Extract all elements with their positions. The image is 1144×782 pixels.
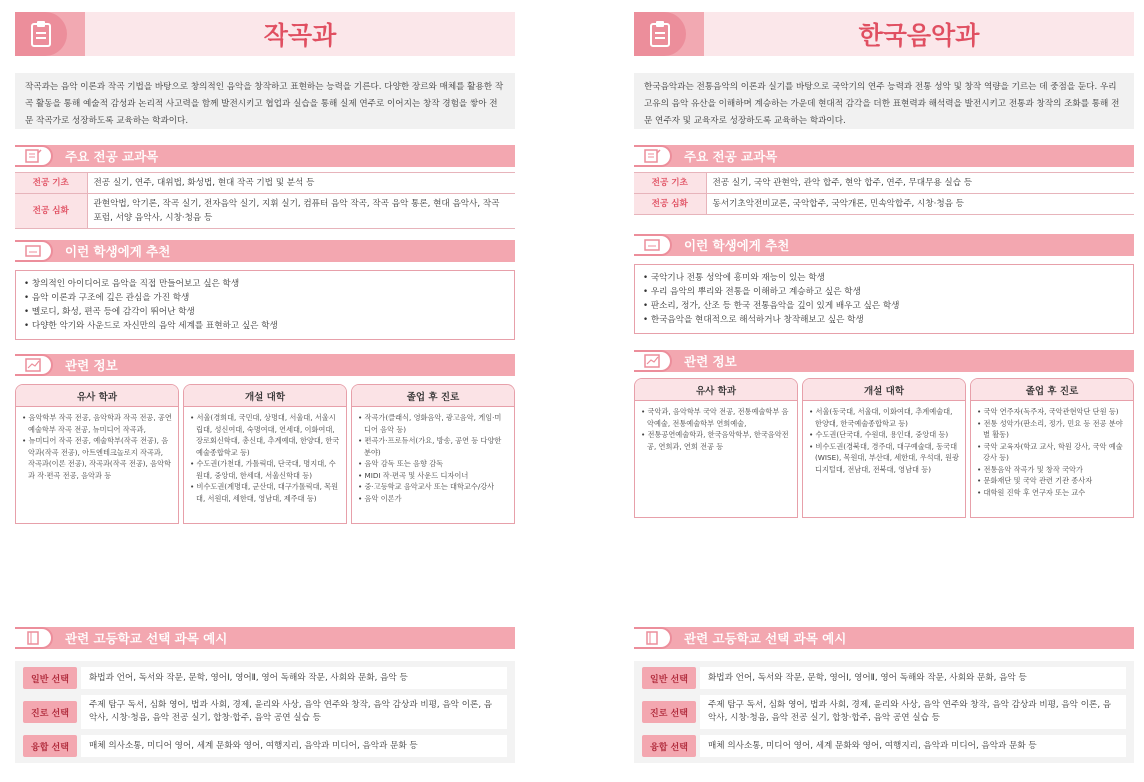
- list-item: • 창의적인 아이디어로 음악을 직접 만들어보고 싶은 학생: [24, 277, 506, 291]
- hs-row: [23, 667, 507, 689]
- section-header-info: [634, 350, 1134, 372]
- row-key: 전공 기초: [634, 173, 706, 194]
- column-title: 졸업 후 진로: [971, 379, 1133, 401]
- info-column-universities: [183, 384, 347, 524]
- section-title: 이런 학생에게 추천: [65, 244, 171, 259]
- table-row: [15, 173, 515, 194]
- hs-key: 융합 선택: [23, 735, 77, 757]
- section-title: 관련 정보: [684, 354, 737, 369]
- info-column-careers: [970, 378, 1134, 518]
- list-item: • 편곡가·프로듀서(가요, 방송, 공연 등 다양한 분야): [358, 435, 508, 458]
- clipboard-icon: [15, 12, 67, 56]
- section-header-highschool: [634, 627, 1134, 649]
- title-banner: [634, 12, 1134, 56]
- right-page: [634, 0, 1134, 782]
- list-item: • 판소리, 정가, 산조 등 한국 전통음악을 깊이 있게 배우고 싶은 학생: [643, 299, 1125, 313]
- chart-icon: [15, 354, 53, 376]
- notebook-icon: [634, 145, 672, 167]
- row-key: 전공 기초: [15, 173, 87, 194]
- info-grid: [15, 384, 515, 524]
- list-item: • 음악 감독 또는 음향 감독: [358, 458, 508, 470]
- hs-value: 화법과 언어, 독서와 작문, 문학, 영어Ⅰ, 영어Ⅱ, 영어 독해와 작문, 사회와 문화, 음악 등: [700, 667, 1126, 689]
- hs-key: 일반 선택: [23, 667, 77, 689]
- section-title: 관련 고등학교 선택 과목 예시: [684, 631, 847, 646]
- row-key: 전공 심화: [634, 194, 706, 215]
- folder-icon: [634, 234, 672, 256]
- recommend-box: [15, 270, 515, 340]
- list-item: • 뉴미디어 작곡 전공, 예술학부(작곡 전공), 음악과(작곡 전공), 아트엔테크놀로지 작곡과, 작곡과(이론 전공), 작곡과(작곡 전공), 음악학과 작·편곡 전공, 음악과 등: [22, 435, 172, 481]
- hs-value: 주제 탐구 독서, 심화 영어, 법과 사회, 경제, 윤리와 사상, 음악 연주와 창작, 음악 감상과 비평, 음악 이론, 음악사, 시창·청음, 음악 전공 실기, 합창·합주, 음악 공연 실습 등: [81, 695, 507, 729]
- section-header-major: [634, 145, 1134, 167]
- list-item: • 대학원 진학 후 연구자 또는 교수: [977, 487, 1127, 499]
- list-item: • 중·고등학교 음악교사 또는 대학교수/강사: [358, 481, 508, 493]
- hs-key: 융합 선택: [642, 735, 696, 757]
- list-item: • 수도권(가천대, 가톨릭대, 단국대, 명지대, 수원대, 중앙대, 한세대, 서울신학대 등): [190, 458, 340, 481]
- clipboard-icon: [634, 12, 686, 56]
- list-item: • 국악기나 전통 성악에 흥미와 재능이 있는 학생: [643, 271, 1125, 285]
- notebook-icon: [15, 145, 53, 167]
- hs-row: [642, 695, 1126, 729]
- info-column-careers: [351, 384, 515, 524]
- row-value: 전공 실기, 국악 관현악, 관악 합주, 현악 합주, 연주, 무대무용 실습 등: [706, 173, 1134, 194]
- hs-key: 진로 선택: [642, 701, 696, 723]
- major-table: [15, 172, 515, 229]
- list-item: • 한국음악을 현대적으로 해석하거나 창작해보고 싶은 학생: [643, 313, 1125, 327]
- list-item: • 문화재단 및 국악 관련 기관 종사자: [977, 475, 1127, 487]
- folder-icon: [15, 240, 53, 262]
- hs-row: [23, 695, 507, 729]
- column-title: 졸업 후 진로: [352, 385, 514, 407]
- section-header-highschool: [15, 627, 515, 649]
- hs-value: 화법과 언어, 독서와 작문, 문학, 영어Ⅰ, 영어Ⅱ, 영어 독해와 작문, 사회와 문화, 음악 등: [81, 667, 507, 689]
- section-title: 주요 전공 교과목: [65, 149, 159, 164]
- hs-row: [23, 735, 507, 757]
- recommend-box: [634, 264, 1134, 334]
- list-item: • 우리 음악의 뿌리와 전통을 이해하고 계승하고 싶은 학생: [643, 285, 1125, 299]
- section-title: 관련 정보: [65, 358, 118, 373]
- column-title: 유사 학과: [635, 379, 797, 401]
- book-icon: [634, 627, 672, 649]
- list-item: • 수도권(단국대, 수원대, 용인대, 중앙대 등): [809, 429, 959, 441]
- column-title: 개설 대학: [184, 385, 346, 407]
- list-item: • 작곡가(클래식, 영화음악, 광고음악, 게임·미디어 음악 등): [358, 412, 508, 435]
- intro-text: 한국음악과는 전통음악의 이론과 실기를 바탕으로 국악기의 연주 능력과 전통 성악 및 창작 역량을 기르는 데 중점을 둔다. 우리 고유의 음악 유산을 이해하며 계승하는 가운데 현대적 감각을 더한 표현력과 해석력을 발전시키고 전통과 창작의 조화를 통해 전문 연주자 및 교육자로 성장하도록 교육하는 학과이다.: [634, 73, 1134, 129]
- info-grid: [634, 378, 1134, 518]
- list-item: • MIDI 작·편곡 및 사운드 디자이너: [358, 470, 508, 482]
- list-item: • 비수도권(계명대, 군산대, 대구가톨릭대, 목원대, 서원대, 세한대, 영남대, 제주대 등): [190, 481, 340, 504]
- list-item: • 서울(동국대, 서울대, 이화여대, 추계예술대, 한양대, 한국예술종합학교 등): [809, 406, 959, 429]
- list-item: • 음악 이론가: [358, 493, 508, 505]
- list-item: • 전통 성악가(판소리, 정가, 민요 등 전공 분야별 활동): [977, 418, 1127, 441]
- row-value: 동서기초악전비교론, 국악합주, 국악개론, 민속악합주, 시창·청음 등: [706, 194, 1134, 215]
- info-column-universities: [802, 378, 966, 518]
- section-title: 주요 전공 교과목: [684, 149, 778, 164]
- hs-key: 진로 선택: [23, 701, 77, 723]
- major-table: [634, 172, 1134, 215]
- list-item: • 멜로디, 화성, 편곡 등에 감각이 뛰어난 학생: [24, 305, 506, 319]
- list-item: • 전통음악 작곡가 및 창작 국악가: [977, 464, 1127, 476]
- hs-value: 주제 탐구 독서, 심화 영어, 법과 사회, 경제, 윤리와 사상, 음악 연주와 창작, 음악 감상과 비평, 음악 이론, 음악사, 시창·청음, 음악 전공 실기, 합창·합주, 음악 공연 실습 등: [700, 695, 1126, 729]
- list-item: • 국악 연주자(독주자, 국악관현악단 단원 등): [977, 406, 1127, 418]
- list-item: • 비수도권(경북대, 경주대, 대구예술대, 동국대(WISE), 목원대, 부산대, 세한대, 우석대, 원광디지털대, 전남대, 전북대, 영남대 등): [809, 441, 959, 476]
- table-row: [634, 194, 1134, 215]
- section-header-major: [15, 145, 515, 167]
- list-item: • 음악 이론과 구조에 깊은 관심을 가진 학생: [24, 291, 506, 305]
- hs-value: 매체 의사소통, 미디어 영어, 세계 문화와 영어, 여행지리, 음악과 미디어, 음악과 문화 등: [81, 735, 507, 757]
- table-row: [15, 194, 515, 229]
- intro-text: 작곡과는 음악 이론과 작곡 기법을 바탕으로 창의적인 음악을 창작하고 표현하는 능력을 기른다. 다양한 장르와 매체를 활용한 작곡 활동을 통해 예술적 감성과 논리적 사고력을 함께 발전시키고 협업과 실습을 통해 실제 연주로 이어지는 창작 경험을 쌓아 전문 작곡가로 성장하도록 교육하는 학과이다.: [15, 73, 515, 129]
- list-item: • 음악학부 작곡 전공, 음악학과 작곡 전공, 공연예술학부 작곡 전공, 뉴미디어 작곡과,: [22, 412, 172, 435]
- title-banner: [15, 12, 515, 56]
- row-key: 전공 심화: [15, 194, 87, 229]
- list-item: • 국악 교육자(학교 교사, 학원 강사, 국악 예술 강사 등): [977, 441, 1127, 464]
- highschool-box: [634, 661, 1134, 763]
- row-value: 전공 실기, 연주, 대위법, 화성법, 현대 작곡 기법 및 분석 등: [87, 173, 515, 194]
- chart-icon: [634, 350, 672, 372]
- highschool-box: [15, 661, 515, 763]
- list-item: • 국악과, 음악학부 국악 전공, 전통예술학부 음악예술, 전통예술학부 연희예술,: [641, 406, 791, 429]
- hs-key: 일반 선택: [642, 667, 696, 689]
- list-item: • 서울(경희대, 국민대, 상명대, 서울대, 서울시립대, 성신여대, 숙명여대, 연세대, 이화여대, 장로회신학대, 총신대, 추계예대, 한양대, 한국예술종합학교 등): [190, 412, 340, 458]
- page-title: 작곡과: [85, 12, 515, 56]
- section-header-info: [15, 354, 515, 376]
- left-page: [15, 0, 515, 782]
- book-icon: [15, 627, 53, 649]
- hs-value: 매체 의사소통, 미디어 영어, 세계 문화와 영어, 여행지리, 음악과 미디어, 음악과 문화 등: [700, 735, 1126, 757]
- info-column-similar: [634, 378, 798, 518]
- list-item: • 전통공연예술학과, 한국음악학부, 한국음악전공, 연희과, 연희 전공 등: [641, 429, 791, 452]
- row-value: 관현악법, 악기론, 작곡 실기, 전자음악 실기, 지휘 실기, 컴퓨터 음악 작곡, 작곡 음악 통론, 현대 음악사, 작곡 포럼, 서양 음악사, 시창·청음 등: [87, 194, 515, 229]
- section-header-recommend: [634, 234, 1134, 256]
- column-title: 개설 대학: [803, 379, 965, 401]
- hs-row: [642, 735, 1126, 757]
- section-title: 이런 학생에게 추천: [684, 238, 790, 253]
- page-title: 한국음악과: [704, 12, 1134, 56]
- list-item: • 다양한 악기와 사운드로 자신만의 음악 세계를 표현하고 싶은 학생: [24, 319, 506, 333]
- hs-row: [642, 667, 1126, 689]
- table-row: [634, 173, 1134, 194]
- section-title: 관련 고등학교 선택 과목 예시: [65, 631, 228, 646]
- info-column-similar: [15, 384, 179, 524]
- section-header-recommend: [15, 240, 515, 262]
- column-title: 유사 학과: [16, 385, 178, 407]
